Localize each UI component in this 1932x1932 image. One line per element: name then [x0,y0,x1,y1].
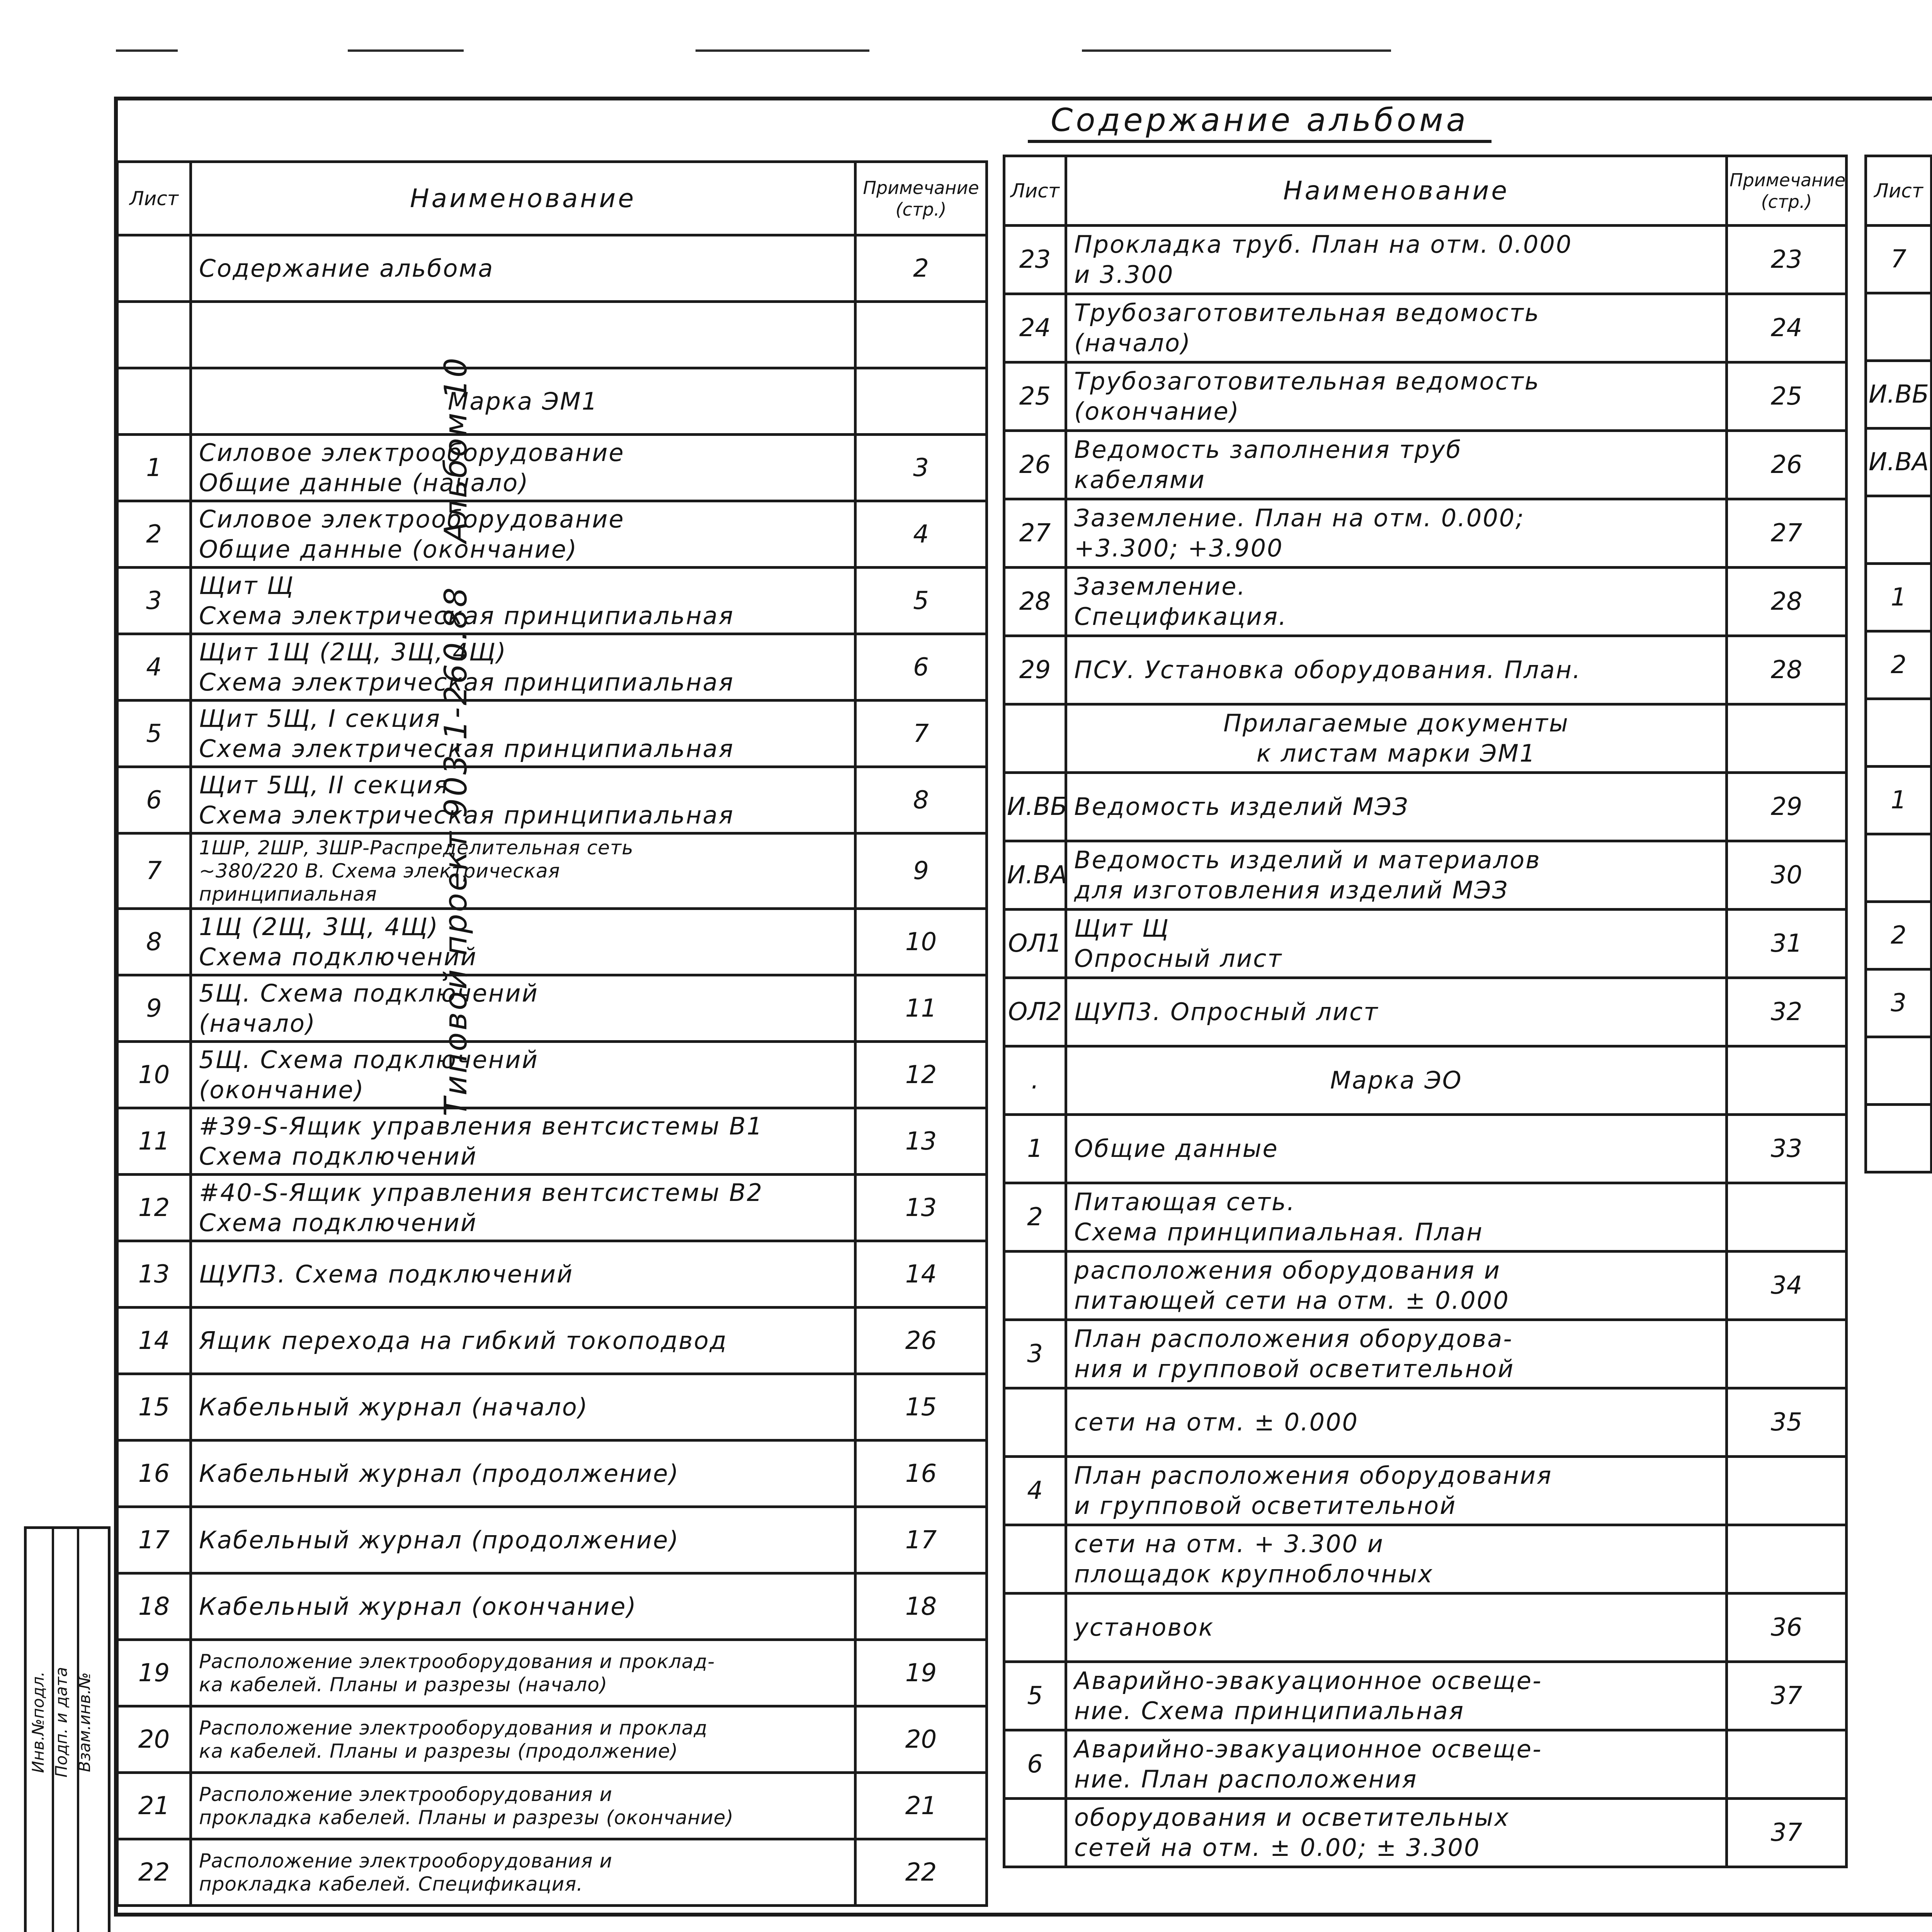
table-row [1866,1037,1932,1105]
sheet-cell: 3 [117,568,191,634]
table-row [1004,1115,1847,1183]
col-name-header: Наименование [191,162,855,235]
table-row [117,1640,987,1706]
sheet-cell: 24 [1004,294,1066,362]
sheet-cell: 5 [117,701,191,767]
sheet-cell: 6 [1004,1730,1066,1799]
name-cell: Заземление. План на отм. 0.000; +3.300; +3.900 [1066,499,1727,568]
sheet-cell [1004,1594,1066,1662]
top-dash [348,49,464,52]
sheet-cell: 3 [1004,1320,1066,1388]
table-row [117,975,987,1042]
table-row [1866,1105,1932,1172]
page-cell [855,302,987,368]
page-cell: 6 [855,634,987,701]
sheet-cell [1004,704,1066,773]
sheet-cell: 1 [1866,564,1932,631]
sheet-cell: 5 [1004,1662,1066,1730]
sheet-cell: 3 [1866,969,1932,1037]
sheet-cell: И.ВБ [1866,361,1932,429]
table-row [1004,1525,1847,1594]
table-row [117,1773,987,1839]
page-cell: 8 [855,767,987,833]
table-row [1004,1662,1847,1730]
table-row [117,833,987,909]
table-body [1004,226,1847,1867]
name-cell: Щит 5Щ, I секция Схема электрическая принципиальная [191,701,855,767]
name-cell: Трубозаготовительная ведомость (окончание) [1066,362,1727,431]
sheet-cell: 21 [117,1773,191,1839]
sheet-cell: 12 [117,1175,191,1241]
name-cell: Кабельный журнал (продолжение) [191,1507,855,1573]
sheet-cell: . [1004,1046,1066,1115]
table-row [1866,226,1932,293]
project-label: Типовой проект 903-1-260.88 [438,585,474,1116]
table-row [1004,1730,1847,1799]
page-cell: 36 [1727,1594,1847,1662]
page-cell [855,368,987,435]
page-cell: 5 [855,568,987,634]
table-row [1004,499,1847,568]
stamp-label: Инв.№подл. Подп. и дата Взам.инв.№ [29,1667,94,1778]
sheet-cell: 8 [117,909,191,975]
sheet-cell: 2 [1004,1183,1066,1252]
name-cell: Кабельный журнал (окончание) [191,1573,855,1640]
name-cell: установок [1066,1594,1727,1662]
page-cell [1727,1046,1847,1115]
name-cell: Содержание альбома [191,235,855,302]
table-row [117,1839,987,1906]
table-row [117,1573,987,1640]
name-cell: сети на отм. ± 0.000 [1066,1388,1727,1457]
contents-table-3 [1864,155,1932,1173]
page-cell: 37 [1727,1799,1847,1867]
sheet-cell: 9 [117,975,191,1042]
page-cell: 13 [855,1175,987,1241]
name-cell: 5Щ. Схема подключений (окончание) [191,1042,855,1108]
table-body [1866,226,1932,1172]
table-row [1004,226,1847,294]
page-cell: 22 [855,1839,987,1906]
sheet-cell: ОЛ2 [1004,978,1066,1046]
page-cell: 28 [1727,568,1847,636]
table-row [1866,429,1932,496]
sheet-cell: 25 [1004,362,1066,431]
table-row [117,368,987,435]
table-row [1004,568,1847,636]
name-cell: Силовое электрооборудование Общие данные (начало) [191,435,855,501]
name-cell: Марка ЭО [1066,1046,1727,1115]
table-row [1004,431,1847,499]
sheet-cell [117,368,191,435]
table-row [1004,1046,1847,1115]
sheet-cell: 19 [117,1640,191,1706]
name-cell: ПСУ. Установка оборудования. План. [1066,636,1727,704]
table-row [1004,704,1847,773]
col-note-header: Примечание (стр.) [855,162,987,235]
page-cell: 37 [1727,1662,1847,1730]
name-cell: Марка ЭМ1 [191,368,855,435]
name-cell: Ведомость заполнения труб кабелями [1066,431,1727,499]
table-row [1866,699,1932,767]
table-row [117,701,987,767]
name-cell: Ведомость изделий МЭЗ [1066,773,1727,841]
name-cell: ЩУП3. Опросный лист [1066,978,1727,1046]
page-cell [1727,1320,1847,1388]
sheet-cell: 7 [1866,226,1932,293]
sheet-cell: 2 [117,501,191,568]
sheet-cell: 2 [1866,631,1932,699]
sheet-cell: 28 [1004,568,1066,636]
name-cell: Расположение электрооборудования и проклад ка кабелей. Планы и разрезы (продолжение) [191,1706,855,1773]
col-sheet-header: Лист [1866,156,1932,226]
table-row [117,909,987,975]
table-row [1004,1799,1847,1867]
name-cell: Прилагаемые документы к листам марки ЭМ1 [1066,704,1727,773]
sheet-cell: И.ВА [1004,841,1066,910]
sheet-cell [1004,1388,1066,1457]
name-cell: ЩУП3. Схема подключений [191,1241,855,1308]
name-cell: Щит Щ Опросный лист [1066,910,1727,978]
name-cell: 5Щ. Схема подключений (начало) [191,975,855,1042]
sheet-cell: 16 [117,1440,191,1507]
top-dash [116,49,178,52]
name-cell [191,302,855,368]
name-cell: Расположение электрооборудования и проклад- ка кабелей. Планы и разрезы (начало) [191,1640,855,1706]
contents-table-2 [1003,155,1848,1868]
page-cell: 17 [855,1507,987,1573]
page-cell: 9 [855,833,987,909]
page-cell: 2 [855,235,987,302]
top-dash [696,49,869,52]
page-cell: 33 [1727,1115,1847,1183]
table-row [117,568,987,634]
sheet-cell [1866,1105,1932,1172]
table-row [1004,294,1847,362]
table-row [117,767,987,833]
name-cell: Щит 1Щ (2Щ, 3Щ, 4Щ) Схема электрическая принципиальная [191,634,855,701]
sheet-cell [1866,834,1932,902]
table-body [117,235,987,1906]
page-cell: 11 [855,975,987,1042]
page-cell: 26 [1727,431,1847,499]
top-dash [1082,49,1391,52]
table-row [1866,564,1932,631]
sheet-cell: 14 [117,1308,191,1374]
sheet-cell: 23 [1004,226,1066,294]
name-cell: 1ШР, 2ШР, 3ШР-Распределительная сеть ~380/220 В. Схема электрическая принципиальная [191,833,855,909]
table-row [117,634,987,701]
sheet-cell: 7 [117,833,191,909]
table-row [117,1374,987,1440]
page-cell [1727,1730,1847,1799]
sheet-cell: 29 [1004,636,1066,704]
name-cell: 1Щ (2Щ, 3Щ, 4Щ) Схема подключений [191,909,855,975]
name-cell: Аварийно-эвакуационное освеще- ние. План расположения [1066,1730,1727,1799]
sheet-cell [1004,1252,1066,1320]
table-row [117,235,987,302]
table-row [1866,969,1932,1037]
sheet-cell: 4 [1004,1457,1066,1525]
name-cell: Общие данные [1066,1115,1727,1183]
name-cell: #40-S-Ящик управления вентсистемы В2 Схема подключений [191,1175,855,1241]
page-cell: 19 [855,1640,987,1706]
col-note-header: Примечание (стр.) [1727,156,1847,226]
page-cell: 15 [855,1374,987,1440]
page-cell: 13 [855,1108,987,1175]
approval-stamp [24,1526,111,1932]
table-row [1004,1594,1847,1662]
page-cell: 35 [1727,1388,1847,1457]
sheet-cell: 1 [117,435,191,501]
sheet-cell: 10 [117,1042,191,1108]
page-cell: 31 [1727,910,1847,978]
table-row [1866,293,1932,361]
col-name-header: Наименование [1066,156,1727,226]
name-cell: сети на отм. + 3.300 и площадок крупноблочных [1066,1525,1727,1594]
name-cell: Расположение электрооборудования и прокладка кабелей. Планы и разрезы (окончание) [191,1773,855,1839]
page-cell: 18 [855,1573,987,1640]
table-row [117,1507,987,1573]
page-cell [1727,704,1847,773]
table-row [117,1108,987,1175]
table-row [1004,841,1847,910]
page-cell: 3 [855,435,987,501]
sheet-cell [1004,1525,1066,1594]
table-row [117,1706,987,1773]
name-cell: Кабельный журнал (продолжение) [191,1440,855,1507]
page-cell: 16 [855,1440,987,1507]
table-row [117,1440,987,1507]
page-cell: 27 [1727,499,1847,568]
name-cell: Ящик перехода на гибкий токоподвод [191,1308,855,1374]
name-cell: Трубозаготовительная ведомость (начало) [1066,294,1727,362]
table-row [117,302,987,368]
table-row [117,435,987,501]
page-cell: 21 [855,1773,987,1839]
name-cell: Заземление. Спецификация. [1066,568,1727,636]
col-sheet-header: Лист [117,162,191,235]
page-cell: 20 [855,1706,987,1773]
table-row [117,501,987,568]
table-row [1866,902,1932,969]
table-row [1004,910,1847,978]
sheet-cell [1866,496,1932,564]
sheet-cell: 11 [117,1108,191,1175]
name-cell: План расположения оборудования и групповой осветительной [1066,1457,1727,1525]
page-cell: 25 [1727,362,1847,431]
name-cell: План расположения оборудова- ния и групповой осветительной [1066,1320,1727,1388]
name-cell: Щит 5Щ, II секция Схема электрическая принципиальная [191,767,855,833]
contents-table-1 [116,160,988,1907]
table-row [1004,362,1847,431]
table-row [1004,978,1847,1046]
page-cell: 10 [855,909,987,975]
sheet-cell: 2 [1866,902,1932,969]
sheet-cell: 13 [117,1241,191,1308]
sheet-cell: 27 [1004,499,1066,568]
table-row [1004,1388,1847,1457]
page-cell: 30 [1727,841,1847,910]
sheet-cell: 15 [117,1374,191,1440]
sheet-cell [1866,1037,1932,1105]
sheet-cell [117,235,191,302]
sheet-cell [1004,1799,1066,1867]
page-cell: 14 [855,1241,987,1308]
page-cell [1727,1525,1847,1594]
sheet-cell: 22 [117,1839,191,1906]
page-cell: 34 [1727,1252,1847,1320]
table-row [117,1042,987,1108]
name-cell: Прокладка труб. План на отм. 0.000 и 3.300 [1066,226,1727,294]
sheet-cell: 17 [117,1507,191,1573]
sheet-cell: 18 [117,1573,191,1640]
table-row [1866,767,1932,834]
name-cell: #39-S-Ящик управления вентсистемы В1 Схема подключений [191,1108,855,1175]
table-row [1866,631,1932,699]
page-cell: 24 [1727,294,1847,362]
table-row [1004,1457,1847,1525]
page-cell: 4 [855,501,987,568]
sheet-cell [1866,293,1932,361]
sheet-cell: 4 [117,634,191,701]
table-row [1866,361,1932,429]
table-row [1004,1320,1847,1388]
table-row [1866,834,1932,902]
name-cell: Ведомость изделий и материалов для изготовления изделий МЭЗ [1066,841,1727,910]
table-row [1004,1183,1847,1252]
name-cell: Силовое электрооборудование Общие данные (окончание) [191,501,855,568]
page-cell: 32 [1727,978,1847,1046]
table-row [117,1241,987,1308]
album-label: Альбом 10 [438,356,474,543]
sheet-cell: ОЛ1 [1004,910,1066,978]
page-cell [1727,1457,1847,1525]
name-cell: Расположение электрооборудования и прокладка кабелей. Спецификация. [191,1839,855,1906]
name-cell: Кабельный журнал (начало) [191,1374,855,1440]
page-cell: 28 [1727,636,1847,704]
sheet-cell: 26 [1004,431,1066,499]
sheet-cell: 20 [117,1706,191,1773]
sheet-cell [1866,699,1932,767]
table-row [117,1175,987,1241]
name-cell: Питающая сеть. Схема принципиальная. План [1066,1183,1727,1252]
name-cell: оборудования и осветительных сетей на отм. ± 0.00; ± 3.300 [1066,1799,1727,1867]
sheet-cell [117,302,191,368]
table-row [1004,773,1847,841]
col-sheet-header: Лист [1004,156,1066,226]
name-cell: расположения оборудования и питающей сети на отм. ± 0.000 [1066,1252,1727,1320]
table-row [1004,1252,1847,1320]
table-row [1866,496,1932,564]
page-cell: 23 [1727,226,1847,294]
sheet-cell: И.ВА [1866,429,1932,496]
page-cell: 7 [855,701,987,767]
name-cell: Аварийно-эвакуационное освеще- ние. Схема принципиальная [1066,1662,1727,1730]
table-row [1004,636,1847,704]
table-row [117,1308,987,1374]
page-cell [1727,1183,1847,1252]
name-cell: Щит Щ Схема электрическая принципиальная [191,568,855,634]
sheet-cell: И.ВБ [1004,773,1066,841]
page-cell: 29 [1727,773,1847,841]
sheet-cell: 1 [1866,767,1932,834]
page-cell: 26 [855,1308,987,1374]
sheet-cell: 6 [117,767,191,833]
page-cell: 12 [855,1042,987,1108]
album-title: Содержание альбома [1028,101,1492,143]
sheet-cell: 1 [1004,1115,1066,1183]
